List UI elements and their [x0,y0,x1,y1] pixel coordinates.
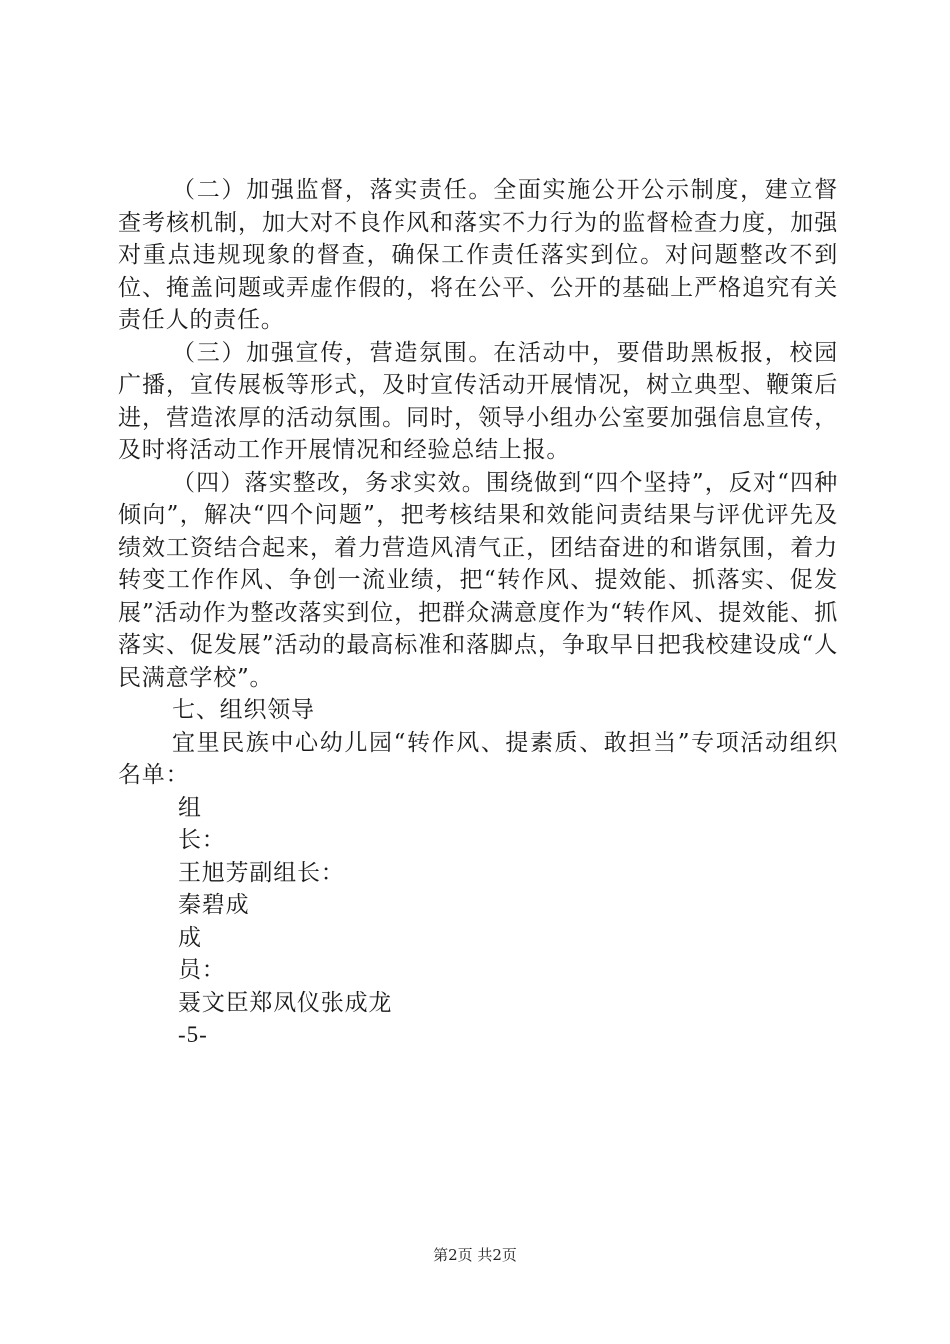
list-line: 组 [178,794,202,821]
page-footer: 第2页 共2页 [433,1246,517,1264]
section-heading-organization: 七、组织领导 [172,697,315,723]
paragraph-supervision: （二）加强监督，落实责任。全面实施公开公示制度，建立督查考核机制，加大对不良作风和落实不力行为的监督检查力度，加强对重点违规现象的督查，确保工作责任落实到位。对问题整改不到位、掩盖问题或弄虚作假的，将在公平、公开的基础上严格追究有关责任人的责任。 [118,177,838,333]
list-line: 员： [178,957,226,983]
list-line: 聂文臣郑凤仪张成龙 [178,989,393,1016]
paragraph-organization-list-intro: 宜里民族中心幼儿园“转作风、提素质、敢担当”专项活动组织名单： [118,729,838,788]
list-line: 王旭芳副组长： [178,859,345,886]
document-body [118,174,838,1052]
list-line: 成 [178,924,202,951]
paragraph-rectification: （四）落实整改，务求实效。围绕做到“四个坚持”，反对“四种倾向”，解决“四个问题”，把考核结果和效能问责结果与评优评先及绩效工资结合起来，着力营造风清气正，团结奋进的和谐氛围，着力转变工作作风、争创一流业绩，把“转作风、提效能、抓落实、促发展”活动作为整改落实到位，把群众满意度作为“转作风、提效能、抓落实、促发展”活动的最高标准和落脚点，争取早日把我校建设成“人民满意学校”。 [118,469,838,691]
inline-page-number: -5- [178,1022,208,1047]
list-line: 长： [178,827,226,853]
list-line: 秦碧成 [178,892,250,918]
paragraph-publicity: （三）加强宣传，营造氛围。在活动中，要借助黑板报，校园广播，宣传展板等形式，及时宣传活动开展情况，树立典型、鞭策后进，营造浓厚的活动氛围。同时，领导小组办公室要加强信息宣传，及时将活动工作开展情况和经验总结上报。 [118,339,838,463]
